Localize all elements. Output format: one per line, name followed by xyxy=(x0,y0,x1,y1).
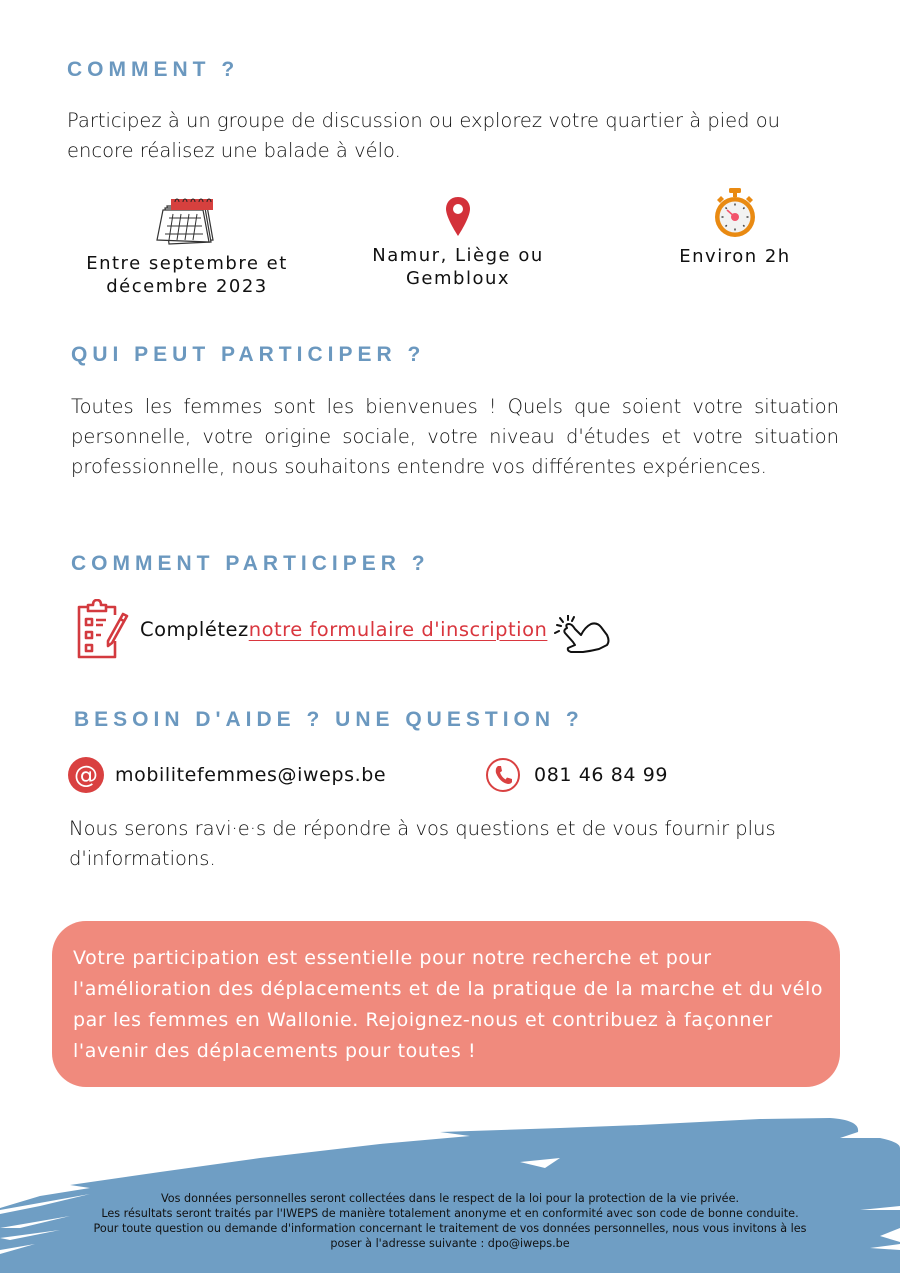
privacy-notice xyxy=(0,1191,900,1251)
privacy-line-3: Pour toute question ou demande d'information concernant le traitement de vos données personnelles, nous vous invitons à les xyxy=(93,1222,807,1235)
heading-qui-peut-participer: QUI PEUT PARTICIPER ? xyxy=(71,343,426,366)
email-link[interactable]: mobilitefemmes@iweps.be xyxy=(115,764,387,786)
privacy-line-2: Les résultats seront traités par l'IWEPS de manière totalement anonyme et en conformité avec son code de bonne conduite. xyxy=(101,1207,799,1220)
calendar-icon xyxy=(155,196,219,246)
contact-email xyxy=(68,757,386,793)
heading-comment: COMMENT ? xyxy=(67,58,240,81)
info-dates-line2: décembre 2023 xyxy=(106,276,268,297)
info-location-line1: Namur, Liège ou xyxy=(372,245,544,266)
map-pin-icon xyxy=(445,196,471,238)
heading-comment-participer: COMMENT PARTICIPER ? xyxy=(71,552,430,575)
info-dates xyxy=(62,196,312,298)
info-dates-line1: Entre septembre et xyxy=(86,253,288,274)
phone-icon xyxy=(485,757,521,793)
phone-link[interactable]: 081 46 84 99 xyxy=(534,764,669,786)
contact-phone xyxy=(485,757,668,793)
comment-description: Participez à un groupe de discussion ou explorez votre quartier à pied ou encore réalisez une balade à vélo. xyxy=(67,109,781,162)
aide-description: Nous serons ravi·e·s de répondre à vos questions et de vous fournir plus d'informations. xyxy=(69,817,776,870)
qui-description: Toutes les femmes sont les bienvenues ! Quels que soient votre situation personnelle, votre origine sociale, votre niveau d'études et votre situation professionnelle, nous souhaitons entendre vos différentes expériences. xyxy=(71,395,839,478)
clipboard-checklist-icon xyxy=(75,599,129,659)
heading-besoin-aide: BESOIN D'AIDE ? UNE QUESTION ? xyxy=(74,708,584,731)
privacy-line-1: Vos données personnelles seront collectées dans le respect de la loi pour la protection de la vie privée. xyxy=(160,1192,740,1205)
info-duration xyxy=(660,187,810,268)
pointing-hand-icon xyxy=(551,615,613,657)
privacy-line-4: poser à l'adresse suivante : dpo@iweps.be xyxy=(330,1237,570,1250)
registration-prefix: Complétez xyxy=(140,617,249,641)
info-location xyxy=(340,196,576,290)
callout-text: Votre participation est essentielle pour notre recherche et pour l'amélioration des déplacements et de la pratique de la marche et du vélo par les femmes en Wallonie. Rejoignez-nous et contribuez à façonner l'avenir des déplacements pour toutes ! xyxy=(73,947,824,1062)
registration-row xyxy=(75,599,613,659)
callout-box xyxy=(52,921,840,1087)
svg-text:@: @ xyxy=(74,761,98,789)
at-sign-icon xyxy=(68,757,104,793)
info-location-line2: Gembloux xyxy=(405,268,511,289)
registration-form-link[interactable]: notre formulaire d'inscription xyxy=(248,617,548,641)
info-duration-line1: Environ 2h xyxy=(679,246,791,267)
stopwatch-icon xyxy=(712,187,758,239)
